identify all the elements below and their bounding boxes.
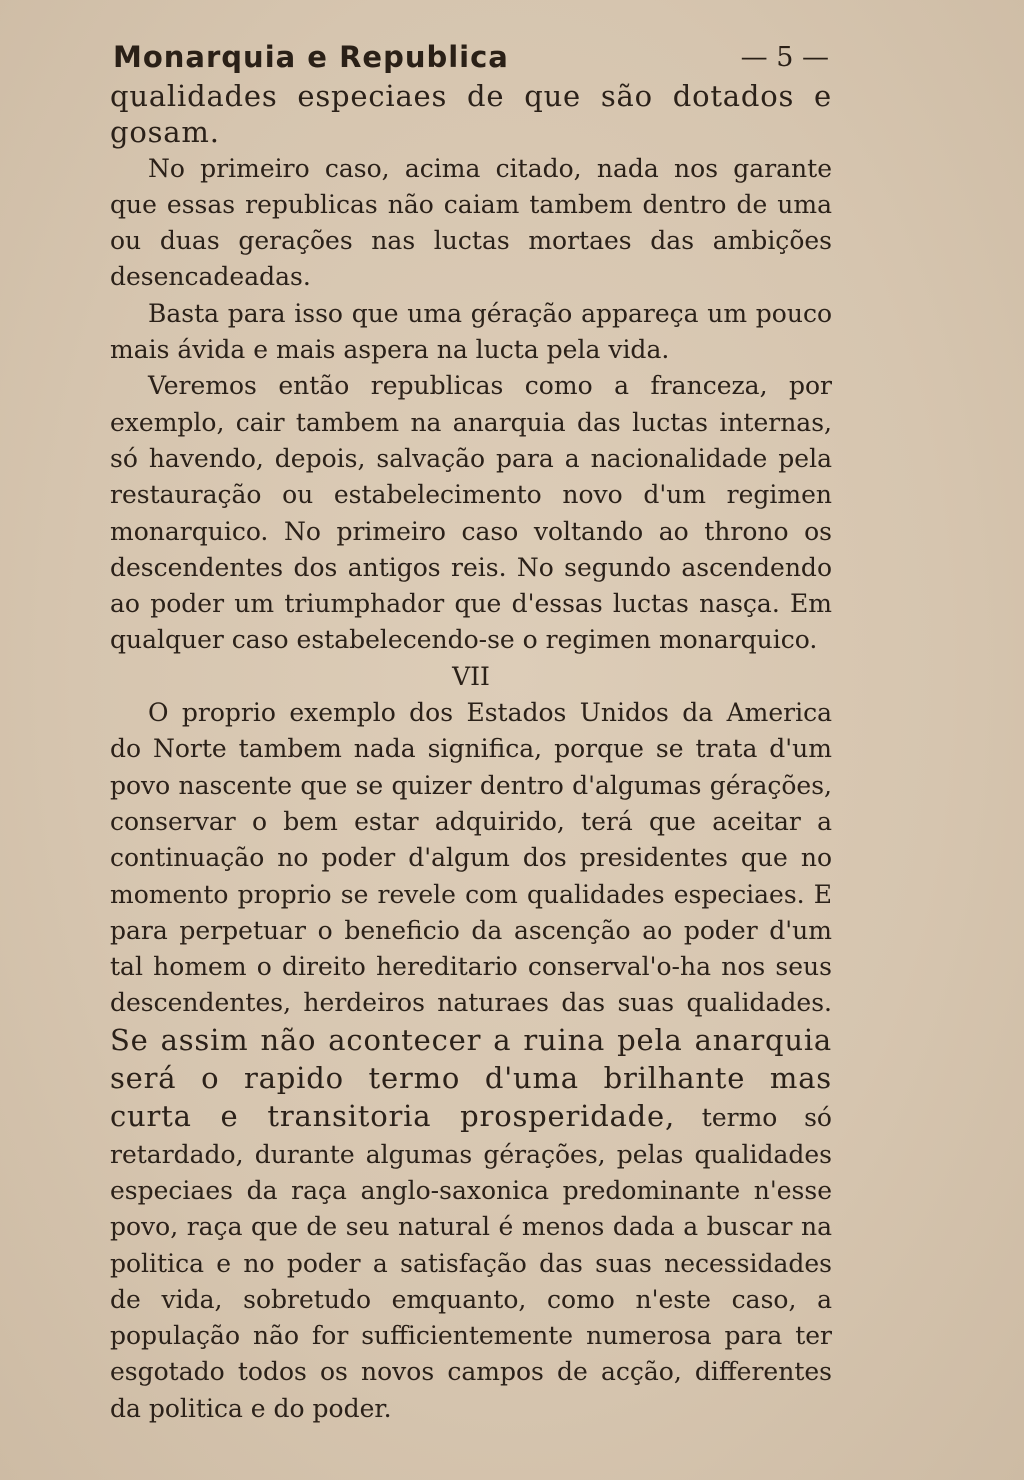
paragraph-large-text: Se assim não acontecer a ruina pela anarquia será o rapido termo d'uma brilhante mas curta e transitoria prosperidade,	[110, 1022, 832, 1134]
paragraph: No primeiro caso, acima citado, nada nos garante que essas republicas não caiam tambem dentro de uma ou duas gerações nas luctas mortaes das ambições desencadeadas.	[110, 153, 832, 292]
paragraph-text: O proprio exemplo dos Estados Unidos da America do Norte tambem nada significa, porque se trata d'um povo nascente que se quizer dentro d'algumas gérações, conservar o bem estar adquirido, terá que aceitar a continuação no poder d'algum dos presidentes que no momento proprio se revele com qualidades especiaes. E para perpetuar o beneficio da ascenção ao poder d'um tal homem o direito hereditario conserval'o-ha nos seus descendentes, herdeiros naturaes das suas qualidades.	[110, 698, 832, 1018]
paragraph	[110, 695, 832, 1427]
paragraph-text: termo só retardado, durante algumas gérações, pelas qualidades especiaes da raça anglo-saxonica predominante n'esse povo, raça que de seu natural é menos dada a buscar na politica e no poder a satisfação das suas necessidades de vida, sobretudo emquanto, como n'este caso, a população não for sufficientemente numerosa para ter esgotado todos os novos campos de acção, differentes da politica e do poder.	[110, 1103, 832, 1423]
paragraph-continuation: qualidades especiaes de que são dotados e gosam.	[110, 79, 832, 150]
running-title: Monarquia e Republica	[113, 40, 509, 74]
paragraph: Basta para isso que uma géração appareça um pouco mais ávida e mais aspera na lucta pela vida.	[110, 298, 832, 365]
page-text	[110, 78, 832, 1427]
page-header	[113, 38, 829, 78]
section-heading: VII	[452, 661, 490, 691]
page-number: — 5 —	[740, 42, 829, 73]
paragraph: Veremos então republicas como a franceza, por exemplo, cair tambem na anarquia das luctas internas, só havendo, depois, salvação para a nacionalidade pela restauração ou estabelecimento novo d'um regimen monarquico. No primeiro caso voltando ao throno os descendentes dos antigos reis. No segundo ascendendo ao poder um triumphador que d'essas luctas nasça. Em qualquer caso estabelecendo-se o regimen monarquico.	[110, 371, 832, 655]
